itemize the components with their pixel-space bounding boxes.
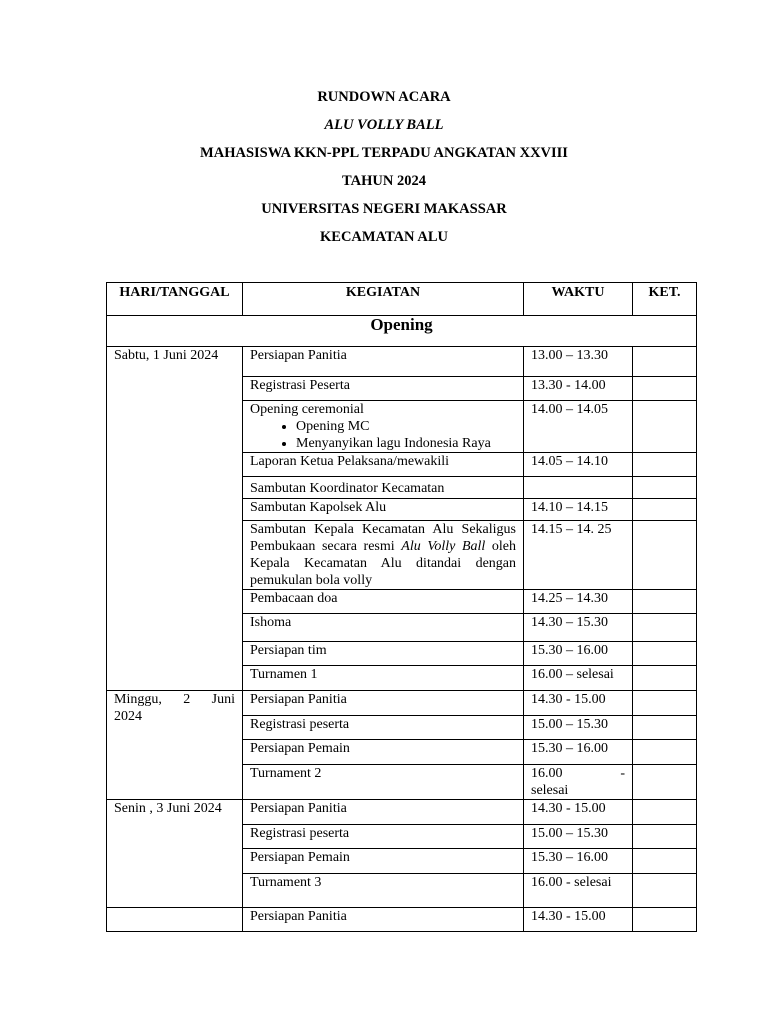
activity-text: Opening ceremonial	[250, 402, 364, 417]
note-cell	[633, 849, 697, 874]
opening-label: Opening	[107, 316, 697, 347]
note-cell	[633, 740, 697, 765]
table-row	[107, 691, 697, 716]
note-cell	[633, 800, 697, 825]
time-cell: 16.00 – selesai	[524, 666, 633, 691]
activity-cell: Turnamen 1	[243, 666, 524, 691]
time-cell: 14.30 – 15.30	[524, 614, 633, 642]
day-label-word: Juni	[211, 692, 235, 707]
activity-cell	[243, 521, 524, 590]
note-cell	[633, 691, 697, 716]
list-item: • Menyanyikan lagu Indonesia Raya	[296, 435, 516, 452]
time-cell: 14.30 - 15.00	[524, 800, 633, 825]
time-cell: 14.15 – 14. 25	[524, 521, 633, 590]
day-cell-monday: Senin , 3 Juni 2024	[107, 800, 243, 908]
time-cell: 14.10 – 14.15	[524, 499, 633, 521]
time-line	[531, 765, 625, 782]
activity-cell: Turnament 3	[243, 874, 524, 908]
day-label-line	[114, 691, 235, 708]
time-cell: 13.00 – 13.30	[524, 347, 633, 377]
note-cell	[633, 765, 697, 800]
organizer-line: MAHASISWA KKN-PPL TERPADU ANGKATAN XXVIII	[200, 145, 568, 161]
time-cell: 16.00 - selesai	[524, 874, 633, 908]
day-label-word: Minggu,	[114, 692, 162, 707]
activity-cell: Registrasi Peserta	[243, 377, 524, 401]
day-cell-sunday	[107, 691, 243, 800]
activity-cell	[243, 401, 524, 453]
time-end: selesai	[531, 783, 569, 798]
time-cell	[524, 477, 633, 499]
time-cell	[524, 765, 633, 800]
activity-cell: Persiapan Pemain	[243, 849, 524, 874]
day-label-word: 2	[183, 692, 191, 707]
table-row	[107, 347, 697, 377]
note-cell	[633, 521, 697, 590]
opening-row	[107, 316, 697, 347]
time-cell: 15.30 – 16.00	[524, 740, 633, 765]
time-cell: 13.30 - 14.00	[524, 377, 633, 401]
note-cell	[633, 908, 697, 932]
note-cell	[633, 401, 697, 453]
doc-title: RUNDOWN ACARA	[317, 89, 451, 105]
activity-cell: Registrasi peserta	[243, 716, 524, 740]
activity-cell: Ishoma	[243, 614, 524, 642]
rundown-table	[106, 282, 697, 932]
note-cell	[633, 477, 697, 499]
time-cell: 14.30 - 15.00	[524, 908, 633, 932]
day-cell-saturday: Sabtu, 1 Juni 2024	[107, 347, 243, 691]
activity-cell: Persiapan tim	[243, 642, 524, 666]
event-name: ALU VOLLY BALL	[324, 117, 444, 133]
note-cell	[633, 642, 697, 666]
district-line: KECAMATAN ALU	[320, 229, 448, 245]
time-cell: 14.00 – 14.05	[524, 401, 633, 453]
note-cell	[633, 499, 697, 521]
time-cell: 15.30 – 16.00	[524, 849, 633, 874]
time-dash: -	[620, 766, 625, 781]
activity-cell: Persiapan Panitia	[243, 691, 524, 716]
header-note: KET.	[633, 283, 697, 316]
activity-cell: Persiapan Pemain	[243, 740, 524, 765]
activity-cell: Persiapan Panitia	[243, 800, 524, 825]
year-line: TAHUN 2024	[342, 173, 426, 189]
activity-text: Sambutan Kepala Kecamatan Alu Sekaligus Pembukaan secara resmi	[250, 522, 516, 554]
header-activity: KEGIATAN	[243, 283, 524, 316]
table-header-row	[107, 283, 697, 316]
list-item: • Opening MC	[296, 418, 516, 435]
header-day: HARI/TANGGAL	[107, 283, 243, 316]
time-cell: 14.30 - 15.00	[524, 691, 633, 716]
bullet-list	[250, 418, 516, 452]
activity-text: oleh Kepala Kecamatan Alu ditandai dengan pemukulan bola volly	[250, 539, 517, 588]
university-line: UNIVERSITAS NEGERI MAKASSAR	[261, 201, 507, 217]
note-cell	[633, 666, 697, 691]
activity-cell: Registrasi peserta	[243, 825, 524, 849]
note-cell	[633, 614, 697, 642]
header-time: WAKTU	[524, 283, 633, 316]
note-cell	[633, 716, 697, 740]
note-cell	[633, 590, 697, 614]
activity-cell: Pembacaan doa	[243, 590, 524, 614]
note-cell	[633, 825, 697, 849]
table-row	[107, 800, 697, 825]
time-cell: 14.05 – 14.10	[524, 453, 633, 477]
table-row	[107, 908, 697, 932]
day-cell-empty	[107, 908, 243, 932]
activity-cell: Persiapan Panitia	[243, 347, 524, 377]
activity-cell: Sambutan Koordinator Kecamatan	[243, 477, 524, 499]
note-cell	[633, 453, 697, 477]
time-start: 16.00	[531, 766, 563, 781]
activity-cell: Sambutan Kapolsek Alu	[243, 499, 524, 521]
time-cell: 15.00 – 15.30	[524, 825, 633, 849]
note-cell	[633, 347, 697, 377]
day-label-year: 2024	[114, 709, 142, 724]
activity-cell: Turnament 2	[243, 765, 524, 800]
activity-event-name: Alu Volly Ball	[401, 539, 486, 554]
time-cell: 15.30 – 16.00	[524, 642, 633, 666]
activity-cell: Laporan Ketua Pelaksana/mewakili	[243, 453, 524, 477]
activity-cell: Persiapan Panitia	[243, 908, 524, 932]
time-cell: 14.25 – 14.30	[524, 590, 633, 614]
time-cell: 15.00 – 15.30	[524, 716, 633, 740]
note-cell	[633, 377, 697, 401]
note-cell	[633, 874, 697, 908]
